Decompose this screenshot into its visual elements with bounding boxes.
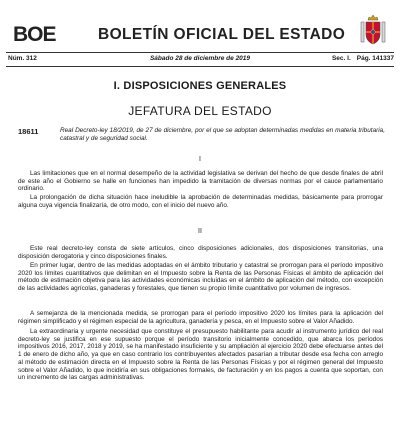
paragraph: Las limitaciones que en el normal desempeño de la actividad legislativa se derivan del hecho de que desde finales de abril de este año el Gobierno se halle en funciones han impedido la tramitación de diversas normas por el cauce parlamentario ordinario. [18, 170, 383, 193]
publication-title: BOLETÍN OFICIAL DEL ESTADO [98, 26, 346, 43]
section-label: Sec. I. [331, 55, 351, 62]
coat-of-arms-icon [360, 14, 386, 46]
paragraph: La prolongación de dicha situación hace ineludible la aprobación de determinadas medidas, básicamente para prorrogar alguna cuya vigencia finalizaría, de otro modo, con el inicio del nuevo año. [18, 194, 383, 209]
roman-numeral-2: II [198, 228, 202, 235]
header-top-rule [6, 52, 394, 53]
paragraph: En primer lugar, dentro de las medidas adoptadas en el ámbito tributario y catastral se prorrogan para el período impositivo 2020 los límites cuantitativos que delimitan en el Impuesto sobre la Renta de las Personas Físicas el ámbito de aplicación del método de estimación objetiva para las actividades económicas incluidas en el ámbito de aplicación del método, con excepción de las actividades agrícolas, ganaderas y forestales, que tienen su propio límite cuantitativo por volumen de ingresos. [18, 262, 383, 293]
section-heading: I. DISPOSICIONES GENERALES [113, 80, 287, 92]
page-number: Pág. 141337 [356, 55, 394, 62]
issue-date: Sábado 28 de diciembre de 2019 [149, 55, 251, 62]
entry-title: Real Decreto-ley 18/2019, de 27 de diciembre, por el que se adoptan determinadas medidas en materia tributaria, catastral y de seguridad social. [60, 127, 385, 143]
paragraph: La extraordinaria y urgente necesidad que constituye el presupuesto habilitante para acudir al instrumento jurídico del real decreto-ley se justifica en ese supuesto porque el período transitorio inicialmente concedido, que abarca los períodos impositivos 2016, 2017, 2018 y 2019, se ha manifestado insuficiente y su ampliación al ejercicio 2020 debe efectuarse antes del 1 de enero de dicho año, ya que en caso contrario los contribuyentes afectados pasarían a tributar desde esa fecha con arreglo al método de estimación directa en el Impuesto sobre la Renta de las Personas Físicas y por el régimen general del Impuesto sobre el Valor Añadido, lo que incidiría en sus obligaciones formales, de facturación y en los pagos a cuenta que soportan, con un incremento de las cargas administrativas. [18, 328, 383, 382]
organism-heading: JEFATURA DEL ESTADO [128, 104, 272, 118]
masthead [0, 0, 400, 52]
header-bottom-rule [6, 66, 394, 67]
disposition-entry [18, 127, 388, 147]
section-page-info [332, 55, 394, 62]
paragraph: Este real decreto-ley consta de siete artículos, cinco disposiciones adicionales, dos disposiciones transitorias, una disposición derogatoria y cinco disposiciones finales. [18, 245, 383, 260]
paragraph: A semejanza de la mencionada medida, se prorrogan para el período impositivo 2020 los límites para la aplicación del régimen simplificado y el régimen especial de la agricultura, ganadería y pesca, en el Impuesto sobre el Valor Añadido. [18, 310, 383, 325]
issue-number: Núm. 312 [8, 55, 37, 62]
entry-number: 18611 [18, 127, 39, 136]
boe-logo: BOE [13, 23, 56, 46]
roman-numeral-1: I [199, 156, 201, 163]
